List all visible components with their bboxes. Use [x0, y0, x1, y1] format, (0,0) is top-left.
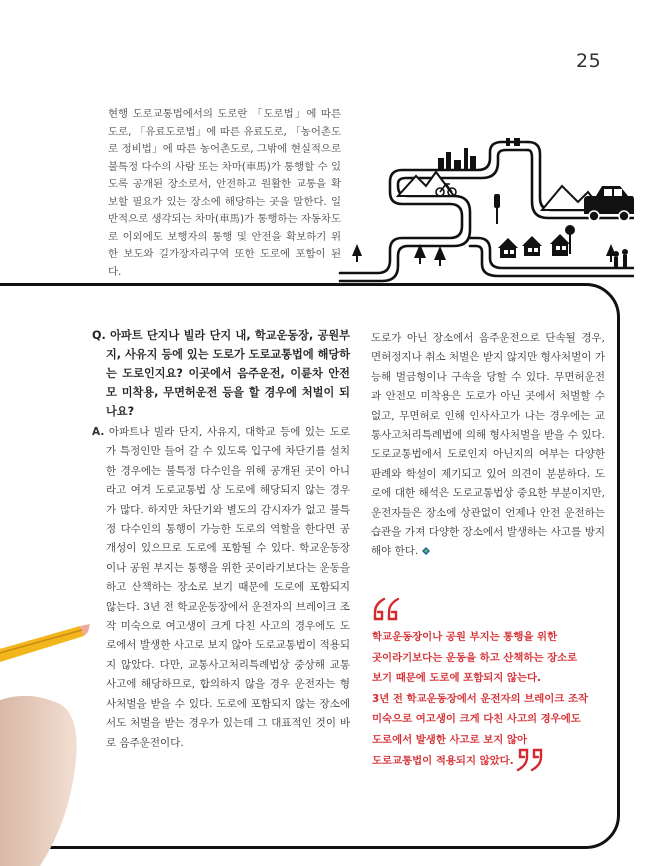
pull-quote-line: 보기 때문에 도로에 포함되지 않는다. [372, 672, 541, 685]
right-column-text: 도로가 아닌 장소에서 음주운전으로 단속될 경우, 면허정지나 취소 처벌은 받지 않지만 형사처벌이 가능해 벌금형이나 구속을 당할 수 있다. 무면허운전과 안전모 미착용은 도로가 아닌 곳에서 처벌할 수 없고, 무면허로 인해 인사사고가 나는 경우에는 교통사고처리특례법에 의해 형사처벌을 받을 수 있다. 도로교통법에서 도로인지 아닌지의 여부는 다양한 판례와 학설이 제기되고 있어 의견이 분분하다. 도로에 대한 해석은 도로교통법상 중요한 부분이지만, 운전자들은 장소에 상관없이 언제나 안전 운전하는 습관을 가져 다양한 장소에서 발생하는 사고를 방지해야 한다. [371, 332, 605, 558]
answer-marker: A. [92, 426, 105, 438]
winding-road-city-icon [338, 138, 634, 288]
answer-text: 아파트나 빌라 단지, 사유지, 대학교 등에 있는 도로가 특정인만 들어 갈 수 있도록 입구에 차단기를 설치한 경우에는 불특정 다수인을 위해 공개된 곳이 아니라고 여겨 도로교통법 상 도로에 해당되지 않는 경우가 많다. 하지만 차단기와 별도의 감시자가 없고 불특정 다수인의 통행이 가능한 도로의 역할을 한다면 공개성이 있으므로 도로에 포함될 수 있다. 학교운동장이나 공원 부지는 통행을 위한 곳이라기보다는 운동을 하고 산책하는 장소로 보기 때문에 도로에 포함되지 않는다. 3년 전 학교운동장에서 운전자의 브레이크 조작 미숙으로 여고생이 크게 다친 사고의 경우에도 도로에서 발생한 사고로 보지 않아 도로교통법이 적용되지 않았다. 다만, 교통사고처리특례법상 중상해 교통사고에 해당하므로, 합의하지 않을 경우 운전자는 형사처벌을 받을 수 있다. 도로에 포함되지 않는 장소에서도 처벌을 받는 경우가 있는데 그 대표적인 것이 바로 음주운전이다. [106, 426, 350, 749]
pull-quote [372, 627, 612, 771]
pull-quote-line: 3년 전 학교운동장에서 운전자의 브레이크 조작 [372, 692, 589, 705]
pull-quote-line: 미숙으로 여고생이 크게 다친 사고의 경우에도 [372, 713, 581, 726]
pull-quote-line: 도로교통법이 적용되지 않았다. [372, 754, 514, 767]
right-column [371, 329, 605, 562]
end-mark-icon [421, 546, 431, 556]
page-number: 25 [576, 50, 602, 72]
answer-paragraph [92, 423, 350, 753]
pull-quote-line: 도로에서 발생한 사고로 보지 않아 [372, 733, 527, 746]
pull-quote-line: 곳이라기보다는 운동을 하고 산책하는 장소로 [372, 651, 578, 664]
pull-quote-line: 학교운동장이나 공원 부지는 통행을 위한 [372, 631, 558, 643]
close-quote-icon [514, 747, 544, 773]
question-marker: Q. [92, 329, 106, 342]
question-text: 아파트 단지나 빌라 단지 내, 학교운동장, 공원부지, 사유지 등에 있는 도로가 도로교통법에 해당하는 도로인지요? 이곳에서 음주운전, 이륜차 안전모 미착용, 무면허운전 등을 할 경우에 처벌이 되나요? [106, 329, 350, 418]
pencil-hand-photo [0, 620, 90, 866]
qa-column [92, 326, 350, 753]
intro-paragraph: 현행 도로교통법에서의 도로란 「도로법」에 따른 도로, 「유료도로법」에 따른 유료도로, 「농어촌도로 정비법」에 따른 농어촌도로, 그밖에 현실적으로 불특정 다수의 사람 또는 차마(車馬)가 통행할 수 있도록 공개된 장소로서, 안전하고 원활한 교통을 확보할 필요가 있는 장소에 해당하는 곳을 말한다. 일반적으로 생각되는 차마(車馬)가 통행하는 자동차도로 이외에도 보행자의 통행 및 안전을 확보하기 위한 보도와 길가장자리구역 또한 도로에 포함이 된다. [108, 108, 341, 278]
open-quote-icon [372, 596, 402, 622]
question-paragraph [92, 326, 350, 421]
